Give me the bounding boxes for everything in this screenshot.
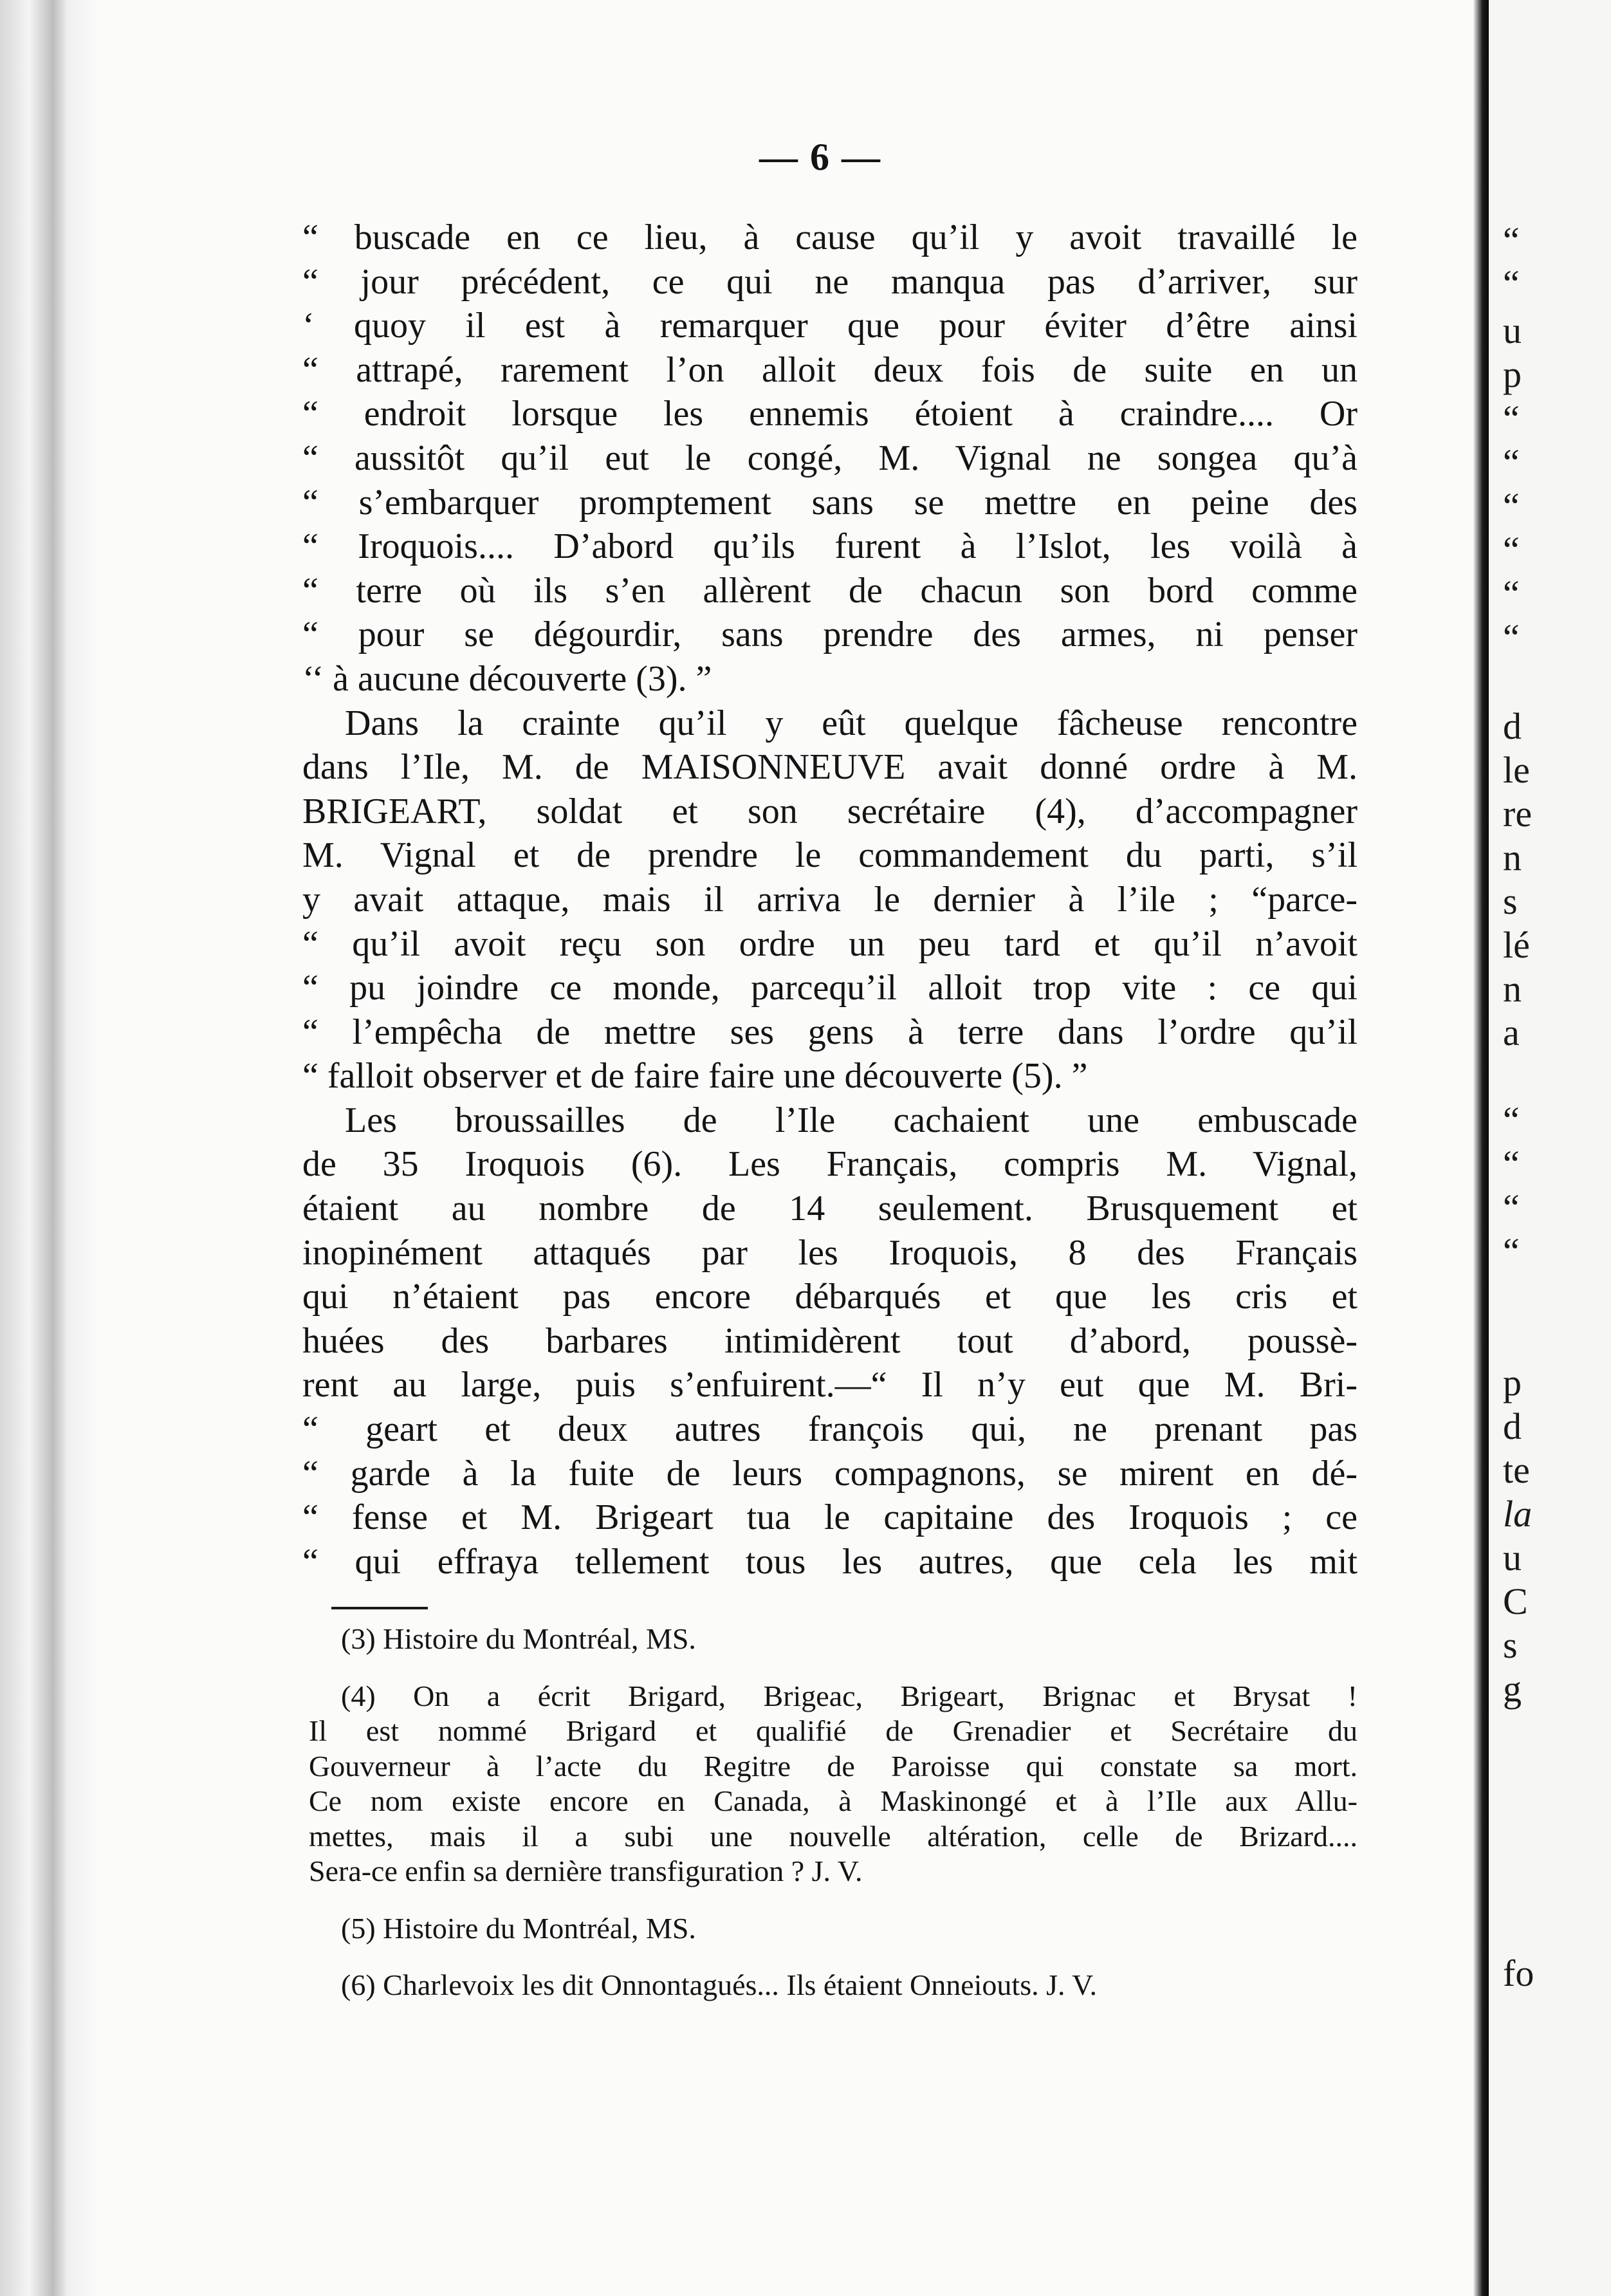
next-page-fragment: “ [1503,1230,1520,1272]
next-page-fragment: re [1503,793,1533,835]
next-page-fragment: p [1503,353,1522,395]
next-page-fragment: “ [1503,1099,1520,1141]
footnote-4-line: Ce nom existe encore en Canada, à Maskinongé et à l’Ile aux Allu- [309,1784,1358,1817]
next-page-fragment: “ [1503,263,1520,304]
footnote-4-line: Sera-ce enfin sa dernière transfiguration ? J. V. [309,1855,863,1887]
text-line: “ qui effraya tellement tous les autres, que cela les mit [302,1541,1358,1582]
next-page-fragment: u [1503,1537,1522,1578]
next-page-fragment: s [1503,1624,1518,1666]
book-spine [0,0,97,2296]
body-text [302,216,1358,1584]
note-gap [309,1889,1358,1911]
next-page-fragment: “ [1503,573,1520,615]
note-gap [309,1946,1358,1968]
next-page-fragment: d [1503,1405,1522,1447]
next-page-fragment: la [1503,1493,1533,1535]
note-gap [309,1657,1358,1679]
next-page-fragment: a [1503,1012,1520,1053]
next-page-fragment: u [1503,310,1522,351]
next-page-fragment: “ [1503,1187,1520,1228]
page-gutter-shadow [1473,0,1489,2296]
text-line: “ endroit lorsque les ennemis étoient à craindre.... Or [302,394,1358,434]
text-line: huées des barbares intimidèrent tout d’abord, poussè- [302,1320,1358,1361]
next-page-fragment: n [1503,968,1522,1010]
text-line: “ Iroquois.... D’abord qu’ils furent à l’Islot, les voilà à [302,526,1358,567]
next-page-margin [1489,0,1611,2296]
next-page-fragment: fo [1503,1952,1534,1994]
text-line: “ l’empêcha de mettre ses gens à terre dans l’ordre qu’il [302,1012,1358,1052]
footnote-3: (3) Histoire du Montréal, MS. [341,1622,696,1655]
text-line: “ buscade en ce lieu, à cause qu’il y avoit travaillé le [302,218,1358,257]
next-page-fragment: n [1503,837,1522,878]
text-line: rent au large, puis s’enfuirent.—“ Il n’y eut que M. Bri- [302,1365,1358,1405]
next-page-fragment: “ [1503,441,1520,483]
next-page-fragment: g [1503,1668,1522,1710]
text-line: dans l’Ile, M. de MAISONNEUVE avait donné ordre à M. [302,747,1358,788]
text-line: M. Vignal et de prendre le commandement du parti, s’il [302,835,1358,876]
text-line: “ geart et deux autres françois qui, ne prenant pas [302,1409,1358,1450]
next-page-fragment: p [1503,1362,1522,1403]
next-page-fragment: “ [1503,616,1520,658]
text-line: y avait attaque, mais il arriva le dernier à l’ile ; “parce- [302,879,1358,920]
text-line: ‘ quoy il est à remarquer que pour éviter d’être ainsi [302,306,1358,346]
next-page-fragment: “ [1503,219,1520,261]
text-line: ‘‘ à aucune découverte (3). ” [302,658,712,699]
text-line: “ qu’il avoit reçu son ordre un peu tard et qu’il n’avoit [302,923,1358,964]
next-page-fragment: “ [1503,485,1520,527]
text-line: inopinément attaqués par les Iroquois, 8 des Français [302,1232,1358,1273]
text-line: “ s’embarquer promptement sans se mettre en peine des [302,482,1358,523]
footnote-rule [331,1607,428,1609]
next-page-fragment: “ [1503,398,1520,440]
next-page-fragment: s [1503,880,1518,922]
footnote-4-line: mettes, mais il a subi une nouvelle altération, celle de Brizard.... [309,1819,1358,1853]
next-page-fragment: d [1503,705,1522,747]
page-number: — 6 — [759,136,881,178]
text-line: de 35 Iroquois (6). Les Français, compris M. Vignal, [302,1144,1358,1185]
next-page-fragment: “ [1503,1143,1520,1185]
text-line: “ garde à la fuite de leurs compagnons, se mirent en dé- [302,1453,1358,1494]
text-line: “ jour précédent, ce qui ne manqua pas d’arriver, sur [302,261,1358,302]
text-line: étaient au nombre de 14 seulement. Brusquement et [302,1189,1358,1229]
footnote-4-line: Il est nommé Brigard et qualifié de Grenadier et Secrétaire du [309,1714,1358,1747]
text-line: “ pu joindre ce monde, parcequ’il alloit trop vite : ce qui [302,968,1358,1008]
text-line: “ pour se dégourdir, sans prendre des armes, ni penser [302,615,1358,655]
text-line: “ falloit observer et de faire faire une découverte (5). ” [302,1056,1088,1097]
footnote-6: (6) Charlevoix les dit Onnontagués... Ils étaient Onneiouts. J. V. [341,1968,1097,2001]
next-page-fragment: te [1503,1449,1530,1491]
text-line: “ aussitôt qu’il eut le congé, M. Vignal ne songea qu’à [302,438,1358,478]
footnote-4-line: (4) On a écrit Brigard, Brigeac, Brigeart, Brignac et Brysat ! [341,1679,1358,1712]
text-line: Les broussailles de l’Ile cachaient une embuscade [345,1100,1358,1140]
text-line: Dans la crainte qu’il y eût quelque fâcheuse rencontre [345,703,1358,743]
text-line: “ fense et M. Brigeart tua le capitaine des Iroquois ; ce [302,1497,1358,1538]
next-page-fragment: “ [1503,529,1520,571]
text-line: “ attrapé, rarement l’on alloit deux fois de suite en un [302,349,1358,390]
text-line: “ terre où ils s’en allèrent de chacun son bord comme [302,570,1358,611]
footnotes [309,1622,1358,2003]
text-line: BRIGEART, soldat et son secrétaire (4), d’accompagner [302,791,1358,831]
text-line: qui n’étaient pas encore débarqués et que les cris et [302,1277,1358,1317]
next-page-fragment: C [1503,1580,1528,1622]
next-page-fragment: lé [1503,924,1530,966]
next-page-fragment: le [1503,749,1530,791]
footnote-4-line: Gouverneur à l’acte du Regitre de Paroisse qui constate sa mort. [309,1749,1358,1782]
footnote-5: (5) Histoire du Montréal, MS. [341,1911,696,1945]
